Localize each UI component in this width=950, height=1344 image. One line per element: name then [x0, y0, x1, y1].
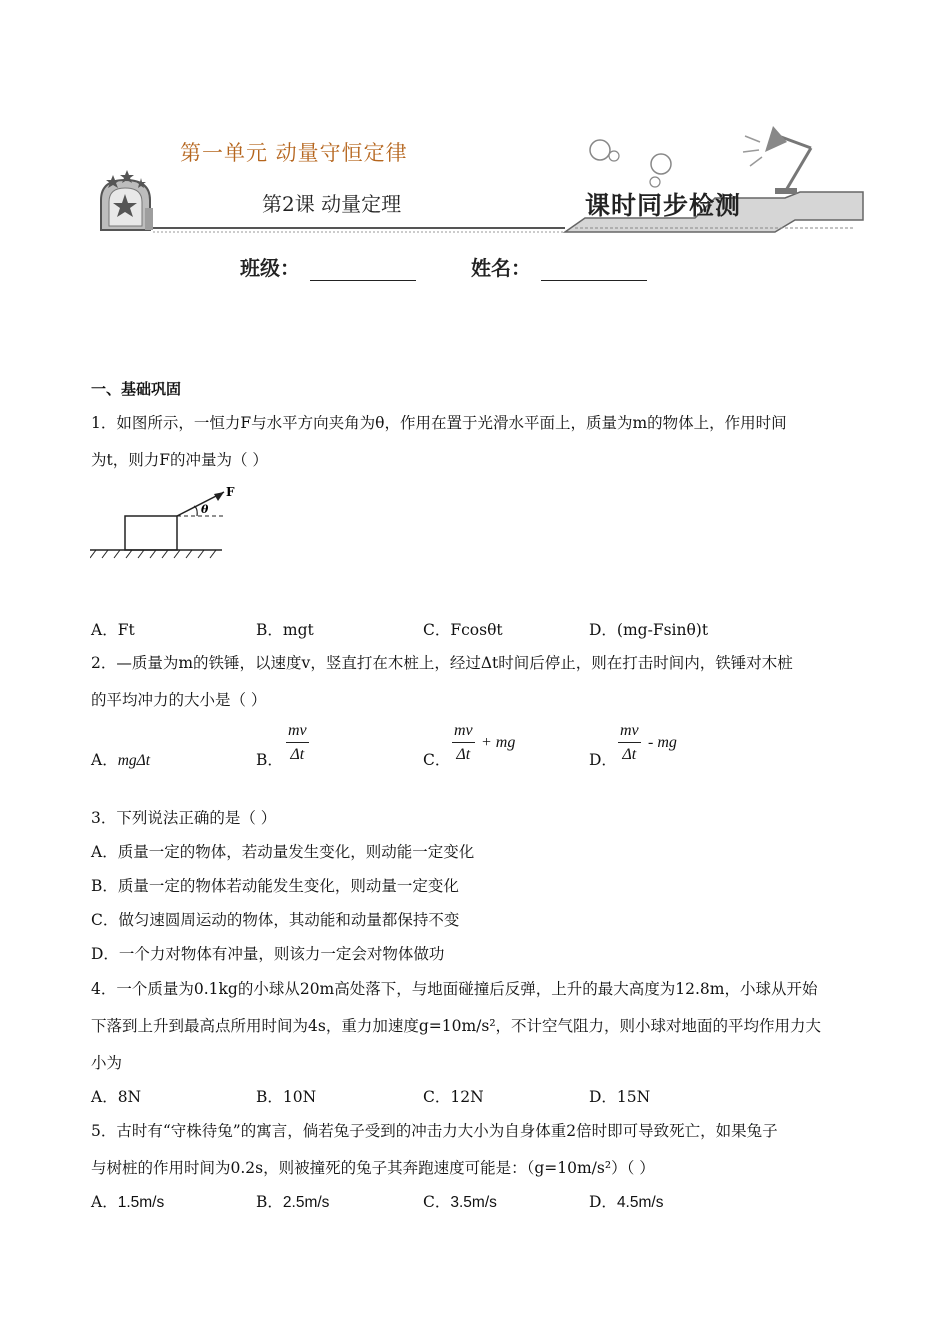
q2-option-d-tail: - mg: [648, 734, 677, 751]
block-shape: [125, 516, 177, 550]
q1-option-a[interactable]: A．Ft: [91, 621, 135, 639]
q1-option-c[interactable]: C．Fcosθt: [423, 621, 503, 639]
q2-stem-line2: 的平均冲力的大小是（ ）: [91, 691, 267, 709]
q5-option-b[interactable]: [256, 1190, 329, 1212]
force-label: F: [226, 485, 235, 499]
name-field: [471, 252, 647, 281]
q2-option-c-fraction: [452, 722, 475, 764]
q2-option-b-fraction: [286, 722, 309, 764]
q3-option-d[interactable]: D．一个力对物体有冲量，则该力一定会对物体做功: [91, 945, 445, 963]
q2-option-b-label[interactable]: B．: [256, 751, 283, 769]
q5-option-c[interactable]: [423, 1190, 497, 1212]
q2-option-c-label[interactable]: C．: [423, 751, 451, 769]
q1-figure: [90, 484, 240, 562]
class-field: [240, 252, 416, 281]
q1-option-d[interactable]: D．(mg-Fsinθ)t: [589, 621, 709, 639]
q2-stem-line1: 2．—质量为m的铁锤，以速度v，竖直打在木桩上，经过Δt时间后停止，则在打击时间内，铁锤对木桩: [91, 654, 793, 672]
fraction-bar: [286, 742, 309, 743]
fraction-numerator: mv: [620, 722, 639, 739]
star-badge-icon: [101, 170, 153, 230]
q5-option-d[interactable]: [589, 1190, 663, 1212]
badge-title: 课时同步检测: [585, 191, 742, 220]
fraction-bar: [452, 742, 475, 743]
q5-option-a[interactable]: [91, 1190, 164, 1212]
q3-stem: 3．下列说法正确的是（ ）: [91, 809, 277, 827]
fraction-numerator: mv: [288, 722, 307, 739]
q1-option-b[interactable]: B．mgt: [256, 621, 314, 639]
q5-option-c-value: 3.5m/s: [450, 1194, 497, 1211]
q4-option-d[interactable]: D．15N: [589, 1088, 651, 1106]
unit-title: 第一单元 动量守恒定律: [180, 141, 408, 165]
q3-option-a[interactable]: A．质量一定的物体，若动量发生变化，则动能一定变化: [91, 843, 475, 861]
q4-stem-line3: 小为: [91, 1054, 123, 1072]
fraction-denominator: Δt: [622, 746, 637, 763]
q1-stem-line2: 为t，则力F的冲量为（ ）: [91, 451, 268, 469]
q5-option-b-label: B．: [256, 1193, 283, 1211]
q5-option-a-label: A．: [91, 1193, 118, 1211]
q4-stem-line2: 下落到上升到最高点所用时间为4s，重力加速度g=10m/s²，不计空气阻力，则小球对地面的平均作用力大: [91, 1017, 822, 1035]
q5-stem-line2: 与树桩的作用时间为0.2s，则被撞死的兔子其奔跑速度可能是：（g=10m/s²）（ ）: [91, 1159, 655, 1177]
name-label: 姓名：: [471, 256, 531, 280]
q2-option-a[interactable]: [91, 748, 150, 770]
q4-stem-line1: 4．一个质量为0.1kg的小球从20m高处落下，与地面碰撞后反弹，上升的最大高度为12.8m，小球从开始: [91, 980, 818, 998]
angle-label: θ: [201, 503, 209, 516]
q5-option-b-value: 2.5m/s: [282, 1194, 330, 1211]
q3-option-c[interactable]: C．做匀速圆周运动的物体，其动能和动量都保持不变: [91, 911, 460, 929]
desk-lamp-icon: [743, 126, 811, 194]
q2-option-c-tail: + mg: [481, 734, 516, 751]
fraction-denominator: Δt: [456, 746, 471, 763]
q3-option-b[interactable]: B．质量一定的物体若动能发生变化，则动量一定变化: [91, 877, 459, 895]
q5-option-c-label: C．: [423, 1193, 451, 1211]
q5-option-d-label: D．: [589, 1193, 617, 1211]
fraction-denominator: Δt: [290, 746, 305, 763]
q5-option-d-value: 4.5m/s: [616, 1194, 664, 1211]
q4-option-a[interactable]: A．8N: [91, 1088, 142, 1106]
q4-option-c[interactable]: C．12N: [423, 1088, 484, 1106]
q2-option-a-label: A．: [91, 751, 118, 769]
name-blank[interactable]: [541, 262, 647, 281]
q5-stem-line1: 5．古时有“守株待兔”的寓言，倘若兔子受到的冲击力大小为自身体重2倍时即可导致死亡，如果兔子: [91, 1122, 778, 1140]
section-title: 一、基础巩固: [91, 380, 182, 398]
q5-option-a-value: 1.5m/s: [117, 1194, 165, 1211]
q2-option-a-expr: mgΔt: [117, 752, 151, 769]
q2-option-d-fraction: [618, 722, 641, 764]
q1-stem-line1: 1．如图所示，一恒力F与水平方向夹角为θ，作用在置于光滑水平面上，质量为m的物体上，作用时间: [91, 414, 787, 432]
fraction-bar: [618, 742, 641, 743]
class-blank[interactable]: [310, 262, 416, 281]
q4-option-b[interactable]: B．10N: [256, 1088, 317, 1106]
lesson-title: 第2课 动量定理: [262, 192, 402, 216]
class-label: 班级：: [240, 256, 300, 280]
fraction-numerator: mv: [454, 722, 473, 739]
q2-option-d-label[interactable]: D．: [589, 751, 617, 769]
